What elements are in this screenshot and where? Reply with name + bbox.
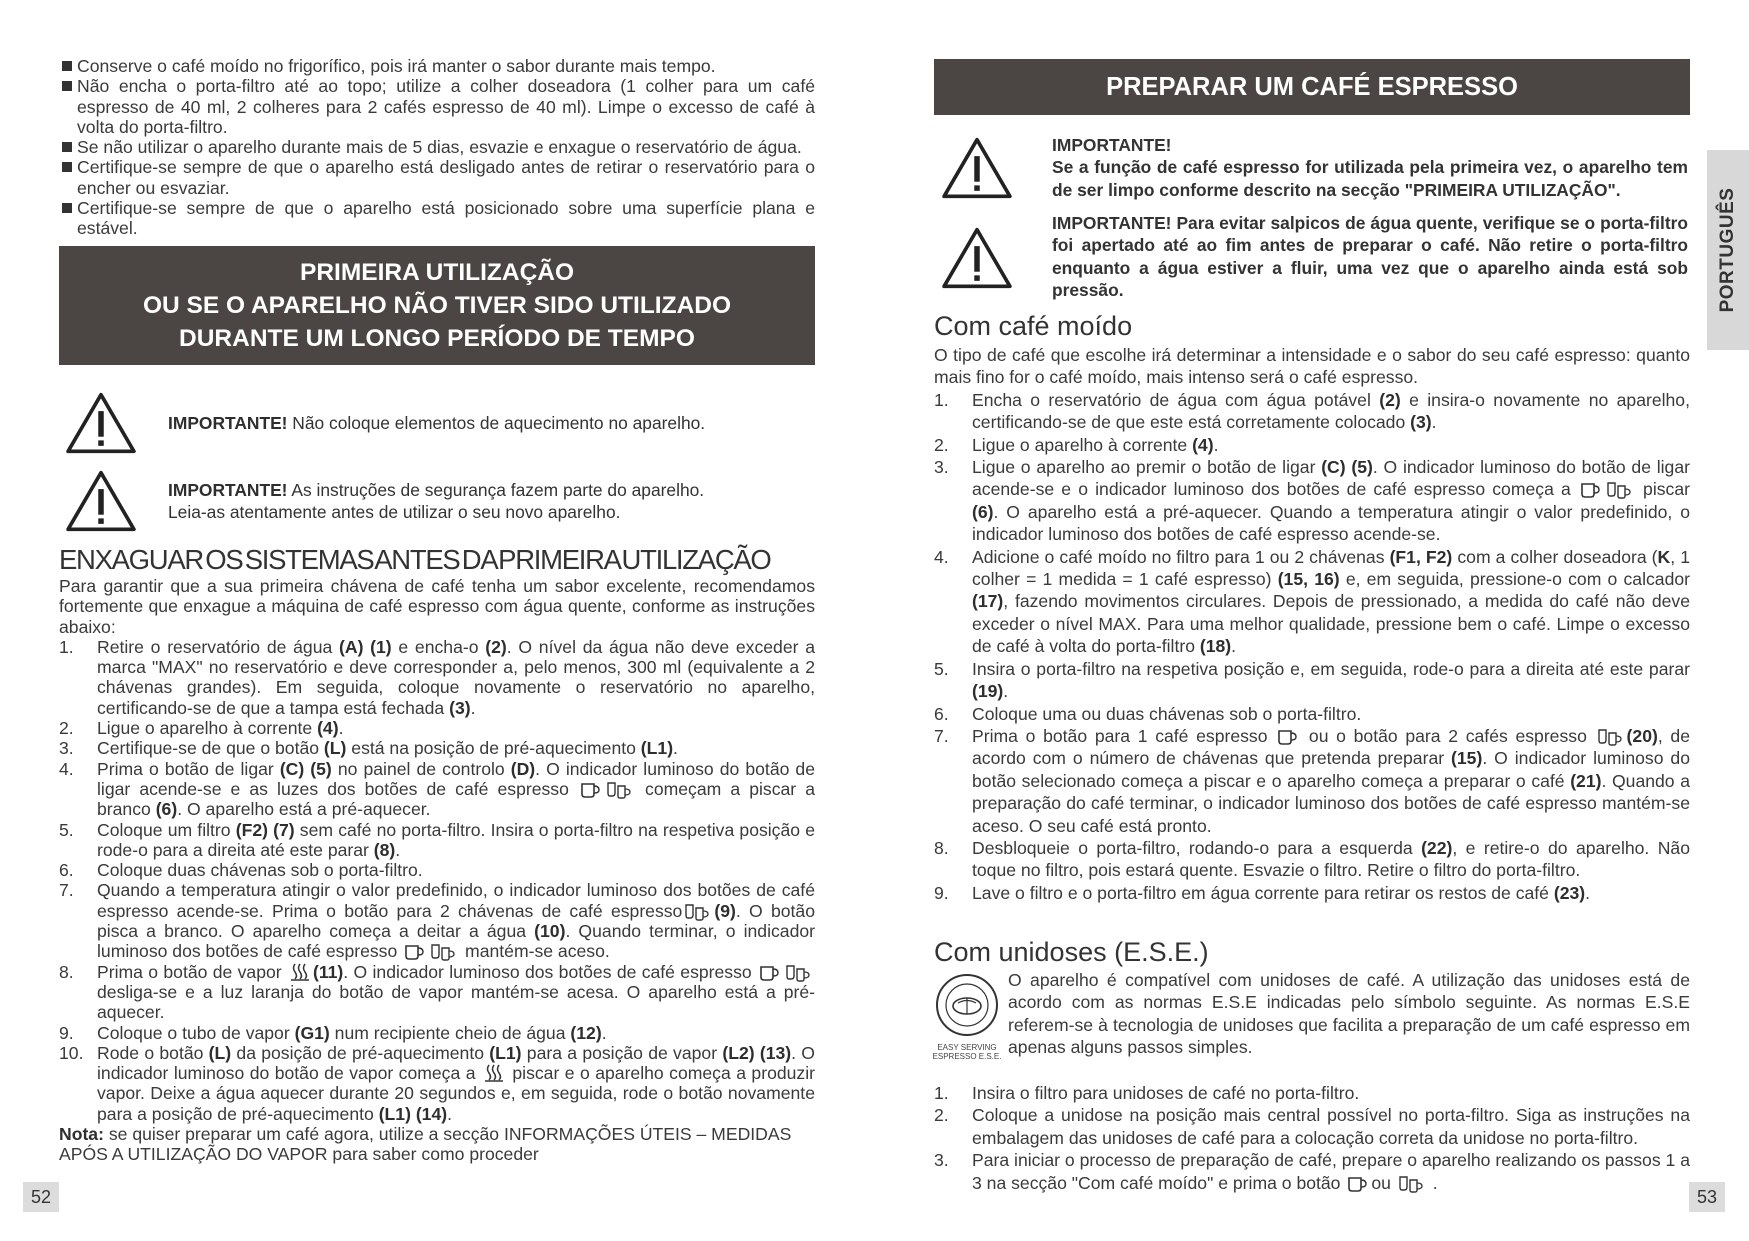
- rinse-heading: ENXAGUAR OS SISTEMAS ANTES DA PRIMEIRA UTILIZAÇÃO: [59, 544, 771, 575]
- step-ref: (4): [1192, 434, 1214, 455]
- tips-list: [60, 56, 815, 239]
- step-text: . O indicador luminoso do botão de ligar acende-se e as luzes dos botões de café espresso: [97, 758, 816, 799]
- step-text: Rode o botão: [97, 1042, 209, 1063]
- step-number: 5.: [59, 819, 74, 840]
- list-item: [934, 837, 1690, 882]
- step-text: , 1 colher = 1 medida = 1 café espresso): [972, 546, 1690, 590]
- step-text: mantém-se aceso.: [460, 941, 610, 962]
- step-text: .: [395, 839, 401, 860]
- step-ref: (19): [972, 681, 1004, 702]
- step-number: 3.: [59, 738, 74, 759]
- warning-text: [1052, 134, 1688, 201]
- step-text: para a posição de vapor: [521, 1042, 723, 1063]
- one-cup-icon: [1580, 481, 1602, 499]
- step-text: Ligue o aparelho à corrente: [97, 718, 318, 739]
- ese-logo-text: EASY SERVING ESPRESSO E.S.E.: [932, 1043, 1002, 1061]
- step-number: 7.: [934, 725, 949, 746]
- one-cup-icon: [1347, 1175, 1369, 1193]
- right-page: [874, 0, 1749, 1241]
- step-text: .: [338, 718, 344, 739]
- list-item: [59, 759, 815, 820]
- step-ref: (L2) (13): [722, 1042, 792, 1063]
- warning-message: Para evitar salpicos de água quente, verifique se o porta-filtro foi apertado até ao fim antes de preparar o café. Não retire o porta-filtro enquanto a água estiver a fluir, uma vez que o aparelho ainda está sob pressão.: [1052, 213, 1688, 301]
- step-text: Coloque uma ou duas chávenas sob o porta-filtro.: [972, 703, 1362, 724]
- list-item: [934, 882, 1690, 904]
- step-ref: K: [1657, 546, 1671, 567]
- step-number: 1.: [59, 636, 74, 657]
- list-item: [934, 703, 1690, 725]
- step-ref: (4): [317, 718, 339, 739]
- step-ref: (L1): [489, 1042, 522, 1063]
- list-item: [934, 1104, 1690, 1149]
- step-number: 2.: [934, 1105, 949, 1126]
- list-item: [934, 434, 1690, 456]
- step-text: Ligue o aparelho à corrente: [972, 434, 1193, 455]
- step-ref: (G1): [294, 1022, 330, 1043]
- warning-icon: [940, 226, 1014, 290]
- step-text: Certifique-se de que o botão: [97, 738, 324, 759]
- step-ref: (6): [155, 799, 178, 820]
- step-ref: (10): [534, 921, 566, 942]
- warning-block: [64, 468, 814, 534]
- espresso-title: PREPARAR UM CAFÉ ESPRESSO: [934, 59, 1690, 115]
- warning-label: IMPORTANTE!: [168, 479, 288, 500]
- ese-section: [934, 1082, 1690, 1194]
- step-text: . O indicador luminoso do botão de vapor começa a: [97, 1042, 815, 1084]
- step-text: Lave o filtro e o porta-filtro em água corrente para retirar os restos de café: [972, 882, 1554, 903]
- step-text: piscar e o aparelho começa a produzir vapor. Deixe a água aquecer durante 20 segundos e, em seguida, rode o botão novamente para a posição de pré-aquecimento: [97, 1063, 815, 1124]
- step-ref: (C) (5): [279, 758, 332, 779]
- list-item: [934, 389, 1690, 434]
- note-label: Nota:: [59, 1124, 104, 1145]
- step-text: , e retire-o do aparelho. Não toque no filtro, pois estará quente. Esvazie o filtro. Retire o filtro do porta-filtro.: [972, 837, 1690, 881]
- title-line: OU SE O APARELHO NÃO TIVER SIDO UTILIZADO: [142, 292, 732, 319]
- step-text: Coloque a unidose na posição mais central possível no porta-filtro. Siga as instruções na embalagem das unidoses de café para a colocação correta da unidose no porta-filtro.: [972, 1105, 1690, 1148]
- title-line: PRIMEIRA UTILIZAÇÃO: [299, 259, 575, 286]
- step-ref: (11): [312, 961, 344, 982]
- warning-message: Se a função de café espresso for utilizada pela primeira vez, o aparelho tem de ser limpo conforme descrito na secção "PRIMEIRA UTILIZAÇÃO".: [1052, 157, 1688, 200]
- warning-text: [168, 479, 704, 524]
- step-text: , de acordo com o número de chávenas que pretenda preparar: [972, 725, 1690, 769]
- step-ref: (F2) (7): [235, 819, 295, 840]
- warning-icon: [940, 136, 1014, 200]
- ground-coffee-section: [934, 344, 1690, 904]
- step-text: sem café no porta-filtro. Insira o porta-filtro na respetiva posição e rode-o para a direita até este parar: [97, 819, 815, 860]
- step-text: começam a piscar a branco: [97, 778, 815, 820]
- step-ref: (23): [1553, 882, 1586, 903]
- list-item: [934, 456, 1690, 546]
- warning-text: [168, 412, 705, 434]
- note: [59, 1124, 815, 1165]
- step-text: Coloque duas chávenas sob o porta-filtro.: [97, 860, 423, 881]
- list-item: [934, 546, 1690, 658]
- step-text: . O indicador luminoso do botão selecionado começa a piscar e o aparelho começa a preparar o café: [972, 748, 1690, 791]
- step-ref: (6): [972, 501, 994, 522]
- step-ref: (8): [373, 839, 396, 860]
- two-cup-icon: [606, 781, 634, 799]
- step-text: Encha o reservatório de água com água potável: [972, 389, 1380, 410]
- two-cup-icon: [684, 903, 712, 921]
- step-text: .: [1431, 412, 1437, 433]
- step-text: . O indicador luminoso dos botões de café espresso: [343, 961, 758, 982]
- step-ref: (A) (1): [339, 636, 392, 657]
- step-text: . Quando terminar, o indicador luminoso dos botões de café espresso: [97, 921, 815, 962]
- step-ref: (L1): [640, 738, 674, 759]
- step-ref: (20): [1626, 725, 1658, 746]
- step-text: , fazendo movimentos circulares. Depois de pressionado, a medida do café não deve exceder o nível MAX. Para uma melhor qualidade, pressione bem o café. Limpe o excesso de café à volta do porta-filtro: [972, 591, 1690, 657]
- warning-icon: [64, 391, 138, 455]
- list-item: [934, 1082, 1690, 1104]
- step-text: Retire o reservatório de água: [97, 636, 339, 657]
- step-number: 1.: [934, 389, 949, 410]
- step-text: Prima o botão de ligar: [97, 758, 280, 779]
- ese-text: O aparelho é compatível com unidoses de café. A utilização das unidoses está de acordo com as normas E.S.E indicadas pelo símbolo seguinte. As normas E.S.E referem-se à tecnologia de unidoses que facilita a preparação de um café espresso em apenas alguns passos simples.: [1008, 970, 1690, 1058]
- warning-block: [940, 134, 1690, 204]
- warning-icon: [64, 469, 138, 533]
- language-tab-label: PORTUGUÊS: [1717, 187, 1738, 313]
- warning-label: IMPORTANTE!: [168, 412, 288, 433]
- two-cup-icon: [785, 964, 813, 982]
- step-text: Coloque o tubo de vapor: [97, 1022, 295, 1043]
- step-text: .: [1213, 434, 1219, 455]
- step-ref: (3): [1410, 412, 1432, 433]
- list-item: [59, 820, 815, 861]
- step-ref: (9): [714, 900, 736, 921]
- step-text: está na posição de pré-aquecimento: [346, 738, 641, 759]
- step-text: . O botão pisca a branco. O aparelho começa a deitar a água: [97, 900, 815, 942]
- step-text: .: [1003, 681, 1009, 702]
- step-ref: (15): [1451, 748, 1483, 769]
- steam-icon: [289, 962, 311, 982]
- step-text: desliga-se e a luz laranja do botão de vapor mantém-se acesa. O aparelho está a pré-aquecer.: [97, 981, 815, 1023]
- ese-steps: [934, 1082, 1690, 1194]
- ese-logo-icon: [934, 972, 1000, 1038]
- step-number: 2.: [934, 434, 949, 455]
- step-text: . Quando a preparação do café terminar, o indicador luminoso dos botões de café espresso mantém-se aceso. O seu café está pronto.: [972, 770, 1690, 836]
- step-ref: (C) (5): [1321, 457, 1373, 478]
- step-number: 6.: [59, 860, 74, 881]
- step-number: 6.: [934, 703, 949, 724]
- step-text: ou o botão para 2 cafés espresso: [1301, 725, 1595, 746]
- rinse-steps: [59, 637, 815, 1124]
- step-ref: (2): [1379, 389, 1401, 410]
- step-number: 4.: [934, 546, 949, 567]
- step-text: .: [1585, 882, 1591, 903]
- step-number: 2.: [59, 718, 74, 739]
- two-cup-icon: [430, 943, 458, 961]
- rinse-section: [59, 576, 815, 1165]
- step-text: .: [447, 1103, 453, 1124]
- step-text: .: [1427, 1172, 1438, 1193]
- step-ref: (D): [510, 758, 536, 779]
- left-page: [0, 0, 874, 1241]
- steam-icon: [483, 1063, 505, 1083]
- warning-text: [1052, 212, 1688, 302]
- step-text: . O indicador luminoso do botão de ligar acende-se e o indicador luminoso dos botões de café espresso começa a: [972, 457, 1690, 500]
- page-number: 53: [1689, 1182, 1725, 1212]
- step-text: Quando a temperatura atingir o valor predefinido, o indicador luminoso dos botões de café espresso acende-se. Prima o botão para 2 chávenas de café espresso: [97, 880, 815, 921]
- ground-steps: [934, 389, 1690, 904]
- step-text: Desbloqueie o porta-filtro, rodando-o para a esquerda: [972, 837, 1422, 858]
- step-ref: (L): [208, 1042, 232, 1063]
- step-ref: (12): [570, 1022, 602, 1043]
- page-number: 52: [23, 1182, 59, 1212]
- step-text: num recipiente cheio de água: [329, 1022, 571, 1043]
- step-text: . O nível da água não deve exceder a marca "MAX" no reservatório e deve corresponder a, pelo menos, 300 ml (equivalente a 2 chávenas grandes). Em seguida, coloque novamente o reservatório no aparelho, certificando-se de que a tampa está fechada: [97, 636, 815, 718]
- warning-block: [940, 212, 1690, 304]
- list-item: Se não utilizar o aparelho durante mais de 5 dias, esvazie e enxague o reservatório de água.: [60, 137, 815, 157]
- step-text: .: [470, 697, 476, 718]
- warning-message: Não coloque elementos de aquecimento no aparelho.: [287, 412, 706, 433]
- list-item: [59, 738, 815, 758]
- step-text: . O aparelho está a pré-aquecer.: [177, 799, 431, 820]
- list-item: [59, 1023, 815, 1043]
- list-item: [59, 637, 815, 718]
- first-use-title: [59, 246, 815, 365]
- step-number: 1.: [934, 1083, 949, 1103]
- step-text: Prima o botão para 1 café espresso: [972, 725, 1276, 746]
- list-item: Não encha o porta-filtro até ao topo; utilize a colher doseadora (1 colher para um café espresso de 40 ml, 2 colheres para 2 cafés espresso de 40 ml). Limpe o excesso de café à volta do porta-filtro.: [60, 76, 815, 137]
- list-item: [59, 962, 815, 1023]
- step-text: Insira o porta-filtro na respetiva posição e, em seguida, rode-o para a direita até este parar: [972, 658, 1690, 679]
- language-tab: [1707, 150, 1749, 350]
- step-text: da posição de pré-aquecimento: [231, 1042, 490, 1063]
- step-text: Prima o botão de vapor: [97, 961, 287, 982]
- step-ref: (2): [485, 636, 507, 657]
- step-number: 9.: [59, 1022, 74, 1043]
- step-ref: (L1) (14): [378, 1103, 448, 1124]
- list-item: [934, 1149, 1690, 1194]
- step-number: 7.: [59, 880, 74, 901]
- step-ref: (18): [1199, 636, 1232, 657]
- step-number: 3.: [934, 1150, 949, 1171]
- step-ref: (17): [972, 591, 1004, 612]
- note-text: se quiser preparar um café agora, utilize a secção INFORMAÇÕES ÚTEIS – MEDIDAS APÓS A UTILIZAÇÃO DO VAPOR para saber como proceder: [59, 1124, 792, 1165]
- step-number: 4.: [59, 758, 74, 779]
- step-text: Para iniciar o processo de preparação de café, prepare o aparelho realizando os passos 1 a 3 na secção "Com café moído" e prima o botão: [972, 1150, 1690, 1193]
- step-text: . O aparelho está a pré-aquecer. Quando a temperatura atingir o valor predefinido, o indicador luminoso dos botões de café espresso acende-se.: [972, 501, 1690, 545]
- step-text: e encha-o: [391, 636, 486, 657]
- step-ref: (15, 16): [1277, 569, 1340, 590]
- ground-intro: O tipo de café que escolhe irá determinar a intensidade e o sabor do seu café espresso: quanto mais fino for o café moído, mais intenso será o café espresso.: [934, 345, 1690, 388]
- step-text: .: [673, 738, 678, 759]
- step-text: .: [1231, 636, 1237, 657]
- one-cup-icon: [404, 943, 426, 961]
- title-line: DURANTE UM LONGO PERÍODO DE TEMPO: [179, 325, 695, 352]
- list-item: [59, 860, 815, 880]
- list-item: [59, 718, 815, 738]
- step-ref: (L): [323, 738, 347, 759]
- step-text: e, em seguida, pressione-o com o calcador: [1339, 569, 1690, 590]
- ground-coffee-heading: Com café moído: [934, 311, 1133, 341]
- one-cup-icon: [1277, 728, 1299, 746]
- step-ref: (F1, F2): [1389, 546, 1453, 567]
- step-text: Adicione o café moído no filtro para 1 ou 2 chávenas: [972, 546, 1390, 567]
- step-text: .: [601, 1022, 607, 1043]
- step-ref: (22): [1421, 837, 1453, 858]
- rinse-intro: Para garantir que a sua primeira chávena de café tenha um sabor excelente, recomendamos fortemente que enxague a máquina de café espresso com água quente, conforme as instruções abaixo:: [59, 576, 815, 637]
- two-cup-icon: [1398, 1175, 1426, 1193]
- step-ref: (3): [449, 697, 471, 718]
- step-text: com a colher doseadora (: [1452, 546, 1658, 567]
- one-cup-icon: [580, 781, 602, 799]
- list-item: [934, 658, 1690, 703]
- warning-message: Leia-as atentamente antes de utilizar o seu novo aparelho.: [168, 502, 621, 522]
- one-cup-icon: [759, 964, 781, 982]
- step-number: 3.: [934, 457, 949, 478]
- step-ref: (21): [1570, 770, 1602, 791]
- list-item: [59, 880, 815, 961]
- step-number: 8.: [59, 961, 74, 982]
- step-text: Ligue o aparelho ao premir o botão de ligar: [972, 457, 1322, 478]
- list-item: Conserve o café moído no frigorífico, pois irá manter o sabor durante mais tempo.: [60, 56, 815, 76]
- list-item: [934, 725, 1690, 837]
- step-number: 5.: [934, 658, 949, 679]
- warning-label: IMPORTANTE!: [1052, 135, 1172, 155]
- step-text: Coloque um filtro: [97, 819, 236, 840]
- two-cup-icon: [1597, 728, 1625, 746]
- list-item: [59, 1043, 815, 1124]
- step-text: e insira-o novamente no aparelho, certificando-se de que este está corretamente colocado: [972, 389, 1690, 433]
- step-text: ou: [1371, 1172, 1396, 1193]
- step-text: piscar: [1635, 479, 1690, 500]
- ese-heading: Com unidoses (E.S.E.): [934, 937, 1209, 967]
- warning-label: IMPORTANTE!: [1052, 213, 1172, 233]
- step-number: 10.: [59, 1042, 84, 1063]
- list-item: Certifique-se sempre de que o aparelho está desligado antes de retirar o reservatório para o encher ou esvaziar.: [60, 157, 815, 198]
- step-text: Insira o filtro para unidoses de café no porta-filtro.: [972, 1083, 1360, 1103]
- list-item: Certifique-se sempre de que o aparelho está posicionado sobre uma superfície plana e estável.: [60, 198, 815, 239]
- two-cup-icon: [1606, 481, 1634, 499]
- step-number: 8.: [934, 837, 949, 858]
- warning-block: [64, 390, 814, 456]
- warning-message: As instruções de segurança fazem parte do aparelho.: [287, 479, 705, 500]
- step-text: no painel de controlo: [331, 758, 511, 779]
- step-number: 9.: [934, 882, 949, 903]
